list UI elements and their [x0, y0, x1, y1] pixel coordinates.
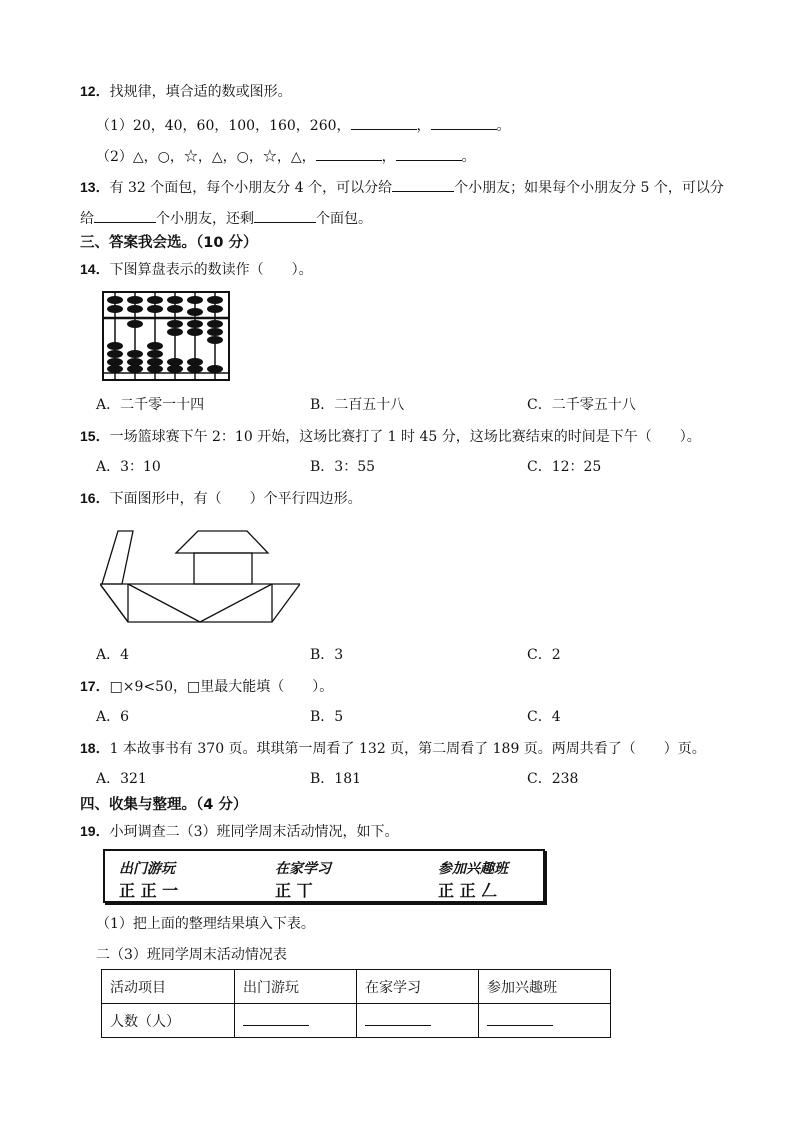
answer-blank[interactable]	[392, 177, 454, 192]
abacus-figure	[101, 290, 233, 382]
activity-table	[101, 969, 611, 1038]
option-a[interactable]: A．二千零一十四	[96, 397, 205, 413]
option-a[interactable]: A．6	[96, 709, 130, 725]
question-number: 12．	[80, 83, 110, 99]
option-b[interactable]: B．3：55	[310, 459, 376, 475]
q17-stem	[80, 677, 333, 696]
option-a[interactable]: A．3：10	[96, 459, 161, 475]
question-text: 小珂调查二（3）班同学周末活动情况，如下。	[109, 824, 399, 840]
table-row	[102, 1004, 611, 1038]
option-c[interactable]: C．238	[527, 771, 579, 787]
question-number: 13．	[80, 179, 110, 195]
q19-stem	[80, 822, 398, 841]
answer-blank[interactable]	[351, 115, 417, 130]
tally-label: 在家学习	[275, 861, 331, 877]
question-text: 下图算盘表示的数读作（ ）。	[109, 262, 313, 278]
tally-box	[103, 849, 545, 903]
q19-sub1: （1）把上面的整理结果填入下表。	[96, 916, 315, 932]
tally-label: 出门游玩	[119, 861, 175, 877]
section-heading: 四、收集与整理。（4 分）	[80, 797, 248, 813]
question-text: 1 本故事书有 370 页。琪琪第一周看了 132 页，第二周看了 189 页。两周共看了（ ）页。	[109, 741, 706, 757]
question-number: 15．	[80, 428, 110, 444]
table-cell	[479, 1004, 611, 1038]
question-text: 个小朋友，还剩	[156, 211, 254, 227]
table-header-row	[102, 970, 611, 1004]
answer-blank[interactable]	[94, 208, 156, 223]
question-text: 有 32 个面包，每个小朋友分 4 个，可以分给	[109, 180, 393, 196]
option-c[interactable]: C．4	[527, 709, 561, 725]
answer-blank[interactable]	[487, 1011, 553, 1026]
question-number: 17．	[80, 678, 110, 694]
section-heading: 三、答案我会选。（10 分）	[80, 235, 258, 251]
answer-blank[interactable]	[254, 208, 316, 223]
sub-question-text: （2）△，○，☆，△，○，☆，△，	[96, 149, 316, 165]
question-number: 18．	[80, 740, 110, 756]
q13-line2	[80, 208, 372, 228]
question-number: 14．	[80, 261, 110, 277]
option-b[interactable]: B．181	[310, 771, 362, 787]
option-a[interactable]: A．321	[96, 771, 147, 787]
question-text: 个面包。	[316, 211, 372, 227]
answer-blank[interactable]	[396, 146, 462, 161]
tally-label: 参加兴趣班	[438, 861, 508, 877]
table-header-cell: 在家学习	[357, 970, 479, 1004]
q12-stem	[80, 82, 292, 101]
table-header-cell: 参加兴趣班	[479, 970, 611, 1004]
question-number: 16．	[80, 490, 110, 506]
option-c[interactable]: C．2	[527, 647, 561, 663]
option-c[interactable]: C．12：25	[527, 459, 602, 475]
table-row-label: 人数（人）	[102, 1004, 235, 1038]
question-text: □×9<50，□里最大能填（ ）。	[109, 679, 334, 695]
answer-blank[interactable]	[431, 115, 497, 130]
question-text: 找规律，填合适的数或图形。	[109, 84, 292, 100]
table-header-cell: 活动项目	[102, 970, 235, 1004]
option-b[interactable]: B．二百五十八	[310, 397, 405, 413]
period: 。	[461, 149, 476, 165]
q16-stem	[80, 489, 362, 508]
tally-marks: 正 正 一	[119, 881, 179, 900]
question-text: 给	[80, 211, 94, 227]
period: 。	[496, 118, 511, 134]
tally-marks: 正 丅	[275, 881, 313, 900]
option-b[interactable]: B．3	[310, 647, 344, 663]
answer-blank[interactable]	[316, 146, 382, 161]
answer-blank[interactable]	[243, 1011, 309, 1026]
question-number: 19．	[80, 823, 110, 839]
table-cell	[357, 1004, 479, 1038]
boat-figure	[100, 528, 300, 628]
sub-question-text: （1）20，40，60，100，160，260，	[96, 118, 351, 134]
separator: ，	[416, 118, 431, 134]
table-title: 二（3）班同学周末活动情况表	[96, 947, 287, 963]
abacus-beads	[107, 296, 223, 373]
option-a[interactable]: A．4	[96, 647, 130, 663]
q12-sub1	[96, 115, 511, 135]
q15-stem	[80, 427, 701, 446]
table-cell	[235, 1004, 357, 1038]
option-b[interactable]: B．5	[310, 709, 344, 725]
option-c[interactable]: C．二千零五十八	[527, 397, 636, 413]
q14-stem	[80, 260, 313, 279]
tally-marks: 正 正 𠃋	[438, 881, 498, 900]
question-text: 下面图形中，有（ ）个平行四边形。	[109, 491, 362, 507]
table-header-cell: 出门游玩	[235, 970, 357, 1004]
question-text: 一场篮球赛下午 2：10 开始，这场比赛打了 1 时 45 分，这场比赛结束的时间是下午（ ）。	[109, 429, 701, 445]
question-text: 个小朋友；如果每个小朋友分 5 个，可以分	[454, 180, 724, 196]
q18-stem	[80, 739, 706, 758]
separator: ，	[381, 149, 396, 165]
q12-sub2	[96, 146, 476, 166]
q13-line1	[80, 177, 724, 197]
answer-blank[interactable]	[365, 1011, 431, 1026]
